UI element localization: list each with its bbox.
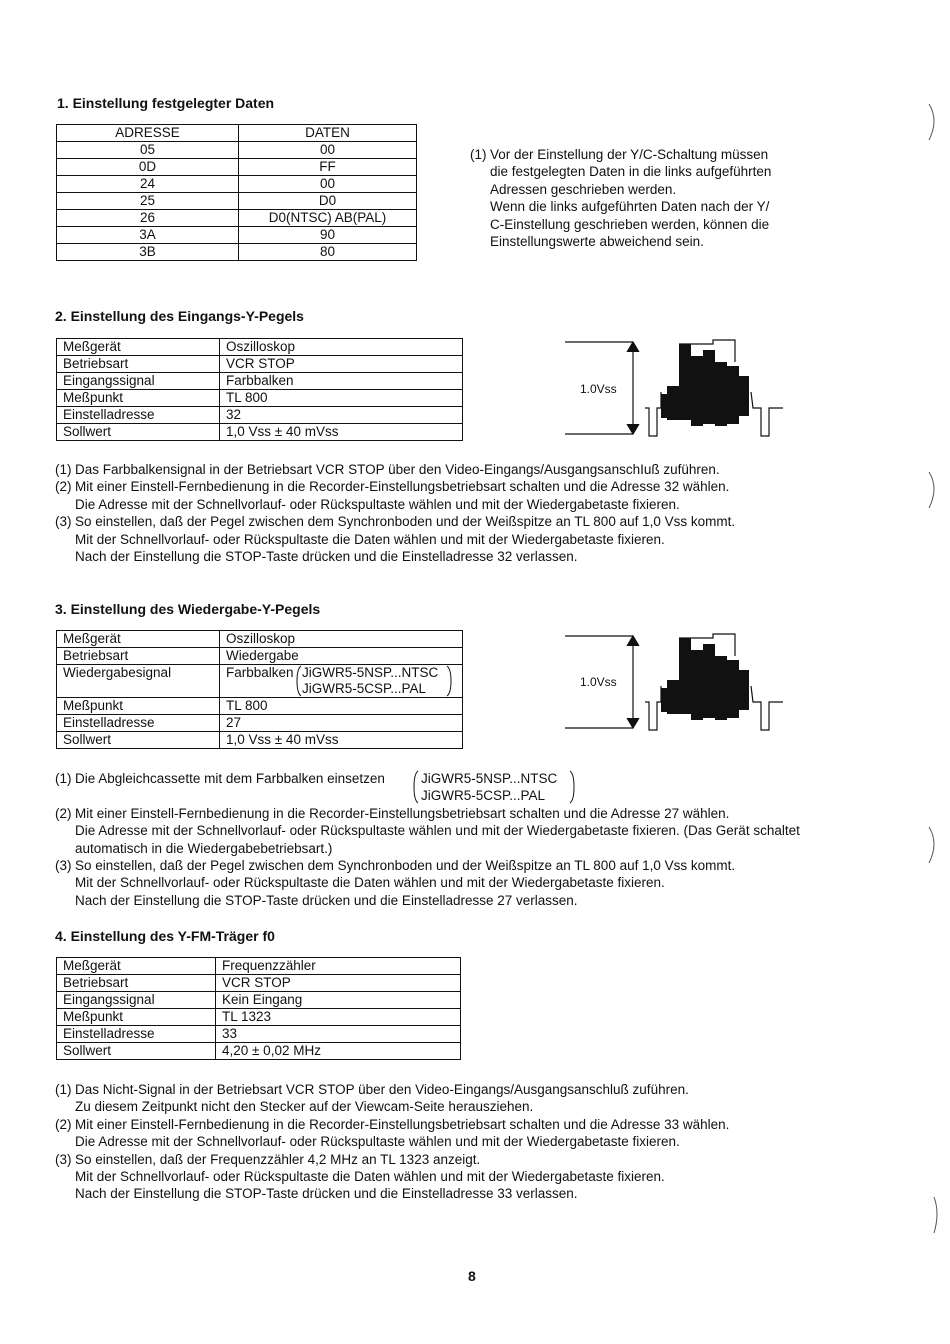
spec-label: Meßgerät xyxy=(57,339,220,356)
table-row xyxy=(57,1009,461,1026)
address-cell: 3A xyxy=(57,227,239,244)
step-line: Das Farbbalkensignal in der Betriebsart VCR STOP über den Video-Eingangs/AusgangsanschIuß zuführen. xyxy=(75,462,720,477)
spec-label: Meßgerät xyxy=(57,631,220,648)
step-line: Die Adresse mit der Schnellvorlauf- oder Rückspultaste wählen und mit der Wiedergabetaste fixieren. (Das Gerät schaltet xyxy=(75,823,800,839)
spec-label: Einstelladresse xyxy=(57,407,220,424)
spec-value: 27 xyxy=(220,715,463,732)
spec-label: Sollwert xyxy=(57,732,220,749)
table-row xyxy=(57,159,417,176)
data-cell: FF xyxy=(239,159,417,176)
spec-value: 1,0 Vss ± 40 mVss xyxy=(220,424,463,441)
table-row xyxy=(57,975,461,992)
spec-label: Meßpunkt xyxy=(57,390,220,407)
section2-spec-table xyxy=(56,338,463,441)
table-row xyxy=(57,665,463,698)
table-row xyxy=(57,1026,461,1043)
spec-label: Wiedergabesignal xyxy=(57,665,220,698)
step-item xyxy=(55,770,925,805)
section4-steps xyxy=(55,1081,915,1203)
note-line: C-Einstellung geschrieben werden, können die xyxy=(490,216,770,232)
table-row xyxy=(57,648,463,665)
spec-label: Sollwert xyxy=(57,1043,216,1060)
step-line: Die Adresse mit der Schnellvorlauf- oder Rückspultaste wählen und mit der Wiedergabetaste fixieren. xyxy=(75,496,680,512)
spec-label: Eingangssignal xyxy=(57,373,220,390)
spec-label: Betriebsart xyxy=(57,648,220,665)
section2-heading: 2. Einstellung des Eingangs-Y-Pegels xyxy=(55,308,304,324)
spec-label: Meßpunkt xyxy=(57,698,220,715)
step-line: Mit einer Einstell-Fernbedienung in die Recorder-Einstellungsbetriebsart schalten und die Adresse 33 wählen. xyxy=(75,1116,730,1132)
cassette-pal: JiGWR5-5CSP...PAL xyxy=(302,681,427,696)
address-data-table xyxy=(56,124,417,261)
cassette-ntsc: JiGWR5-5NSP...NTSC xyxy=(421,771,558,786)
step-number: (1) xyxy=(55,462,72,477)
note-line: Vor der Einstellung der Y/C-Schaltung müssen xyxy=(490,147,769,162)
step-line: automatisch in die Wiedergabebetriebsart.) xyxy=(75,840,333,856)
spec-value: VCR STOP xyxy=(220,356,463,373)
address-cell: 05 xyxy=(57,142,239,159)
column-header-address: ADRESSE xyxy=(57,125,239,142)
step-item xyxy=(55,513,915,530)
table-row xyxy=(57,390,463,407)
step-number: (1) xyxy=(55,771,72,786)
spec-label: Betriebsart xyxy=(57,356,220,373)
note-line: Wenn die links aufgeführten Daten nach der Y/ xyxy=(490,199,770,215)
section4-spec-table xyxy=(56,957,461,1060)
data-cell: 00 xyxy=(239,142,417,159)
spec-value: Farbbalken xyxy=(220,373,463,390)
table-row xyxy=(57,732,463,749)
spec-label: Sollwert xyxy=(57,424,220,441)
spec-label: Einstelladresse xyxy=(57,715,220,732)
table-row xyxy=(57,227,417,244)
table-row xyxy=(57,992,461,1009)
section3-heading: 3. Einstellung des Wiedergabe-Y-Pegels xyxy=(55,601,321,617)
spec-label: Eingangssignal xyxy=(57,992,216,1009)
spec-value: Wiedergabe xyxy=(220,648,463,665)
page-number: 8 xyxy=(468,1268,476,1284)
punch-mark-icon xyxy=(925,102,945,142)
step-line: Mit der Schnellvorlauf- oder Rückspultaste die Daten wählen und mit der Wiedergabetaste fixieren. xyxy=(75,875,665,891)
step-item xyxy=(55,1116,915,1133)
spec-value: Oszilloskop xyxy=(220,631,463,648)
data-cell: D0(NTSC) AB(PAL) xyxy=(239,210,417,227)
spec-value: TL 1323 xyxy=(216,1009,461,1026)
data-cell: 80 xyxy=(239,244,417,261)
note-line: Adressen geschrieben werden. xyxy=(490,181,677,197)
spec-value xyxy=(220,665,463,698)
data-cell: D0 xyxy=(239,193,417,210)
cassette-pal: JiGWR5-5CSP...PAL xyxy=(421,788,546,804)
step-line: Nach der Einstellung die STOP-Taste drücken und die Einstelladresse 32 verlassen. xyxy=(75,549,578,565)
section3-steps xyxy=(55,770,925,909)
step-line: Das Nicht-Signal in der Betriebsart VCR STOP über den Video-Eingangs/Ausgangsanschluß zuführen. xyxy=(75,1082,689,1097)
step-item xyxy=(55,857,925,874)
spec-label: Meßpunkt xyxy=(57,1009,216,1026)
spec-value: TL 800 xyxy=(220,390,463,407)
table-row xyxy=(57,176,417,193)
spec-value: 4,20 ± 0,02 MHz xyxy=(216,1043,461,1060)
brace-right-icon xyxy=(446,665,452,697)
step-number: (3) xyxy=(55,1151,72,1167)
table-row xyxy=(57,210,417,227)
step-number: (2) xyxy=(55,805,72,821)
step-number: (2) xyxy=(55,479,72,495)
data-cell: 00 xyxy=(239,176,417,193)
spec-value: Oszilloskop xyxy=(220,339,463,356)
step-line: Mit einer Einstell-Fernbedienung in die Recorder-Einstellungsbetriebsart schalten und die Adresse 27 wählen. xyxy=(75,805,730,821)
section1-heading: 1. Einstellung festgelegter Daten xyxy=(57,95,275,111)
address-cell: 25 xyxy=(57,193,239,210)
spec-value: 33 xyxy=(216,1026,461,1043)
table-row xyxy=(57,244,417,261)
brace-right-icon xyxy=(569,770,575,808)
step-line: So einstellen, daß der Frequenzzähler 4,2 MHz an TL 1323 anzeigt. xyxy=(75,1151,481,1167)
table-row xyxy=(57,1043,461,1060)
punch-mark-icon xyxy=(930,1195,950,1235)
punch-mark-icon xyxy=(925,470,945,510)
table-row xyxy=(57,407,463,424)
step-line: Nach der Einstellung die STOP-Taste drücken und die Einstelladresse 33 verlassen. xyxy=(75,1186,578,1202)
table-row xyxy=(57,958,461,975)
vss-label: 1.0Vss xyxy=(580,675,617,689)
column-header-data: DATEN xyxy=(239,125,417,142)
note-line: die festgelegten Daten in die links aufgeführten xyxy=(490,164,772,180)
punch-mark-icon xyxy=(925,825,945,865)
step-item xyxy=(55,805,925,822)
step-line: Mit einer Einstell-Fernbedienung in die Recorder-Einstellungsbetriebsart schalten und die Adresse 32 wählen. xyxy=(75,479,730,495)
table-row xyxy=(57,715,463,732)
note-line: Einstellungswerte abweichend sein. xyxy=(490,234,704,250)
step-item xyxy=(55,1151,915,1168)
step-line: So einstellen, daß der Pegel zwischen dem Synchronboden und der Weißspitze an TL 800 auf 1,0 Vss kommt. xyxy=(75,858,736,874)
spec-value: 32 xyxy=(220,407,463,424)
brace-left-icon xyxy=(296,665,302,697)
step-line: Zu diesem Zeitpunkt nicht den Stecker auf der Viewcam-Seite herausziehen. xyxy=(75,1099,534,1115)
brace-left-icon xyxy=(413,770,419,808)
spec-value: TL 800 xyxy=(220,698,463,715)
data-cell: 90 xyxy=(239,227,417,244)
spec-label: Betriebsart xyxy=(57,975,216,992)
step-item xyxy=(55,461,915,478)
section4-heading: 4. Einstellung des Y-FM-Träger f0 xyxy=(55,928,275,944)
section3-spec-table xyxy=(56,630,463,749)
spec-value: 1,0 Vss ± 40 mVss xyxy=(220,732,463,749)
signal-value: Farbbalken xyxy=(226,665,294,680)
step-item xyxy=(55,1081,915,1098)
table-row xyxy=(57,356,463,373)
table-row xyxy=(57,424,463,441)
step-number: (3) xyxy=(55,858,72,874)
step-number: (1) xyxy=(55,1082,72,1097)
address-cell: 0D xyxy=(57,159,239,176)
section2-steps xyxy=(55,461,915,565)
address-cell: 3B xyxy=(57,244,239,261)
table-row xyxy=(57,193,417,210)
address-cell: 24 xyxy=(57,176,239,193)
table-row xyxy=(57,339,463,356)
step-line: Mit der Schnellvorlauf- oder Rückspultaste die Daten wählen und mit der Wiedergabetaste fixieren. xyxy=(75,531,665,547)
note-number: (1) xyxy=(470,147,487,162)
step-line: So einstellen, daß der Pegel zwischen dem Synchronboden und der Weißspitze an TL 800 auf 1,0 Vss kommt. xyxy=(75,514,736,530)
step-item xyxy=(55,478,915,495)
section1-note xyxy=(470,146,800,250)
address-cell: 26 xyxy=(57,210,239,227)
cassette-ntsc: JiGWR5-5NSP...NTSC xyxy=(302,665,439,680)
step-line: Nach der Einstellung die STOP-Taste drücken und die Einstelladresse 27 verlassen. xyxy=(75,892,578,908)
step-number: (2) xyxy=(55,1116,72,1132)
spec-value: Kein Eingang xyxy=(216,992,461,1009)
spec-label: Meßgerät xyxy=(57,958,216,975)
step-line: Mit der Schnellvorlauf- oder Rückspultaste die Daten wählen und mit der Wiedergabetaste fixieren. xyxy=(75,1169,665,1185)
table-row xyxy=(57,142,417,159)
spec-value: VCR STOP xyxy=(216,975,461,992)
vss-label: 1.0Vss xyxy=(580,382,617,396)
table-row xyxy=(57,631,463,648)
step-number: (3) xyxy=(55,514,72,530)
table-row xyxy=(57,373,463,390)
spec-label: Einstelladresse xyxy=(57,1026,216,1043)
step-line: Die Abgleichcassette mit dem Farbbalken einsetzen xyxy=(75,771,385,786)
step-line: Die Adresse mit der Schnellvorlauf- oder Rückspultaste wählen und mit der Wiedergabetaste fixieren. xyxy=(75,1134,680,1150)
spec-value: Frequenzzähler xyxy=(216,958,461,975)
table-row xyxy=(57,698,463,715)
